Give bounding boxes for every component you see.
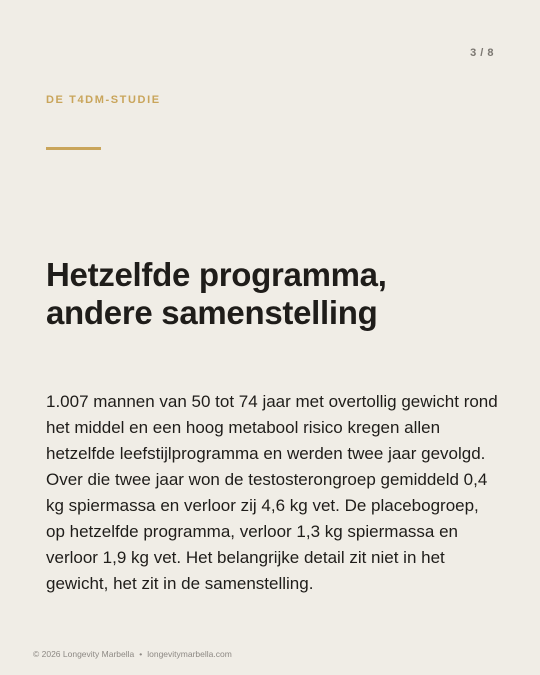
page-counter: 3 / 8 xyxy=(470,47,494,59)
page-title: Hetzelfde programma, andere samenstelling xyxy=(46,256,387,331)
footer-copyright: © 2026 Longevity Marbella xyxy=(33,649,135,659)
accent-divider xyxy=(46,147,101,150)
body-paragraph: 1.007 mannen van 50 tot 74 jaar met overtollig gewicht rond het middel en een hoog metabool risico kregen allen hetzelfde leefstijlprogramma en werden twee jaar gevolgd. Over die twee jaar won de testosterongroep gemiddeld 0,4 kg spiermassa en verloor zij 4,6 kg vet. De placebogroep, op hetzelfde programma, verloor 1,3 kg spiermassa en verloor 1,9 kg vet. Het belangrijke detail zit niet in het gewicht, het zit in de samenstelling. xyxy=(46,392,498,593)
footer xyxy=(33,649,232,659)
footer-separator: • xyxy=(139,649,143,659)
section-eyebrow: DE T4DM-STUDIE xyxy=(46,94,161,106)
footer-website-link[interactable]: longevitymarbella.com xyxy=(147,649,232,659)
